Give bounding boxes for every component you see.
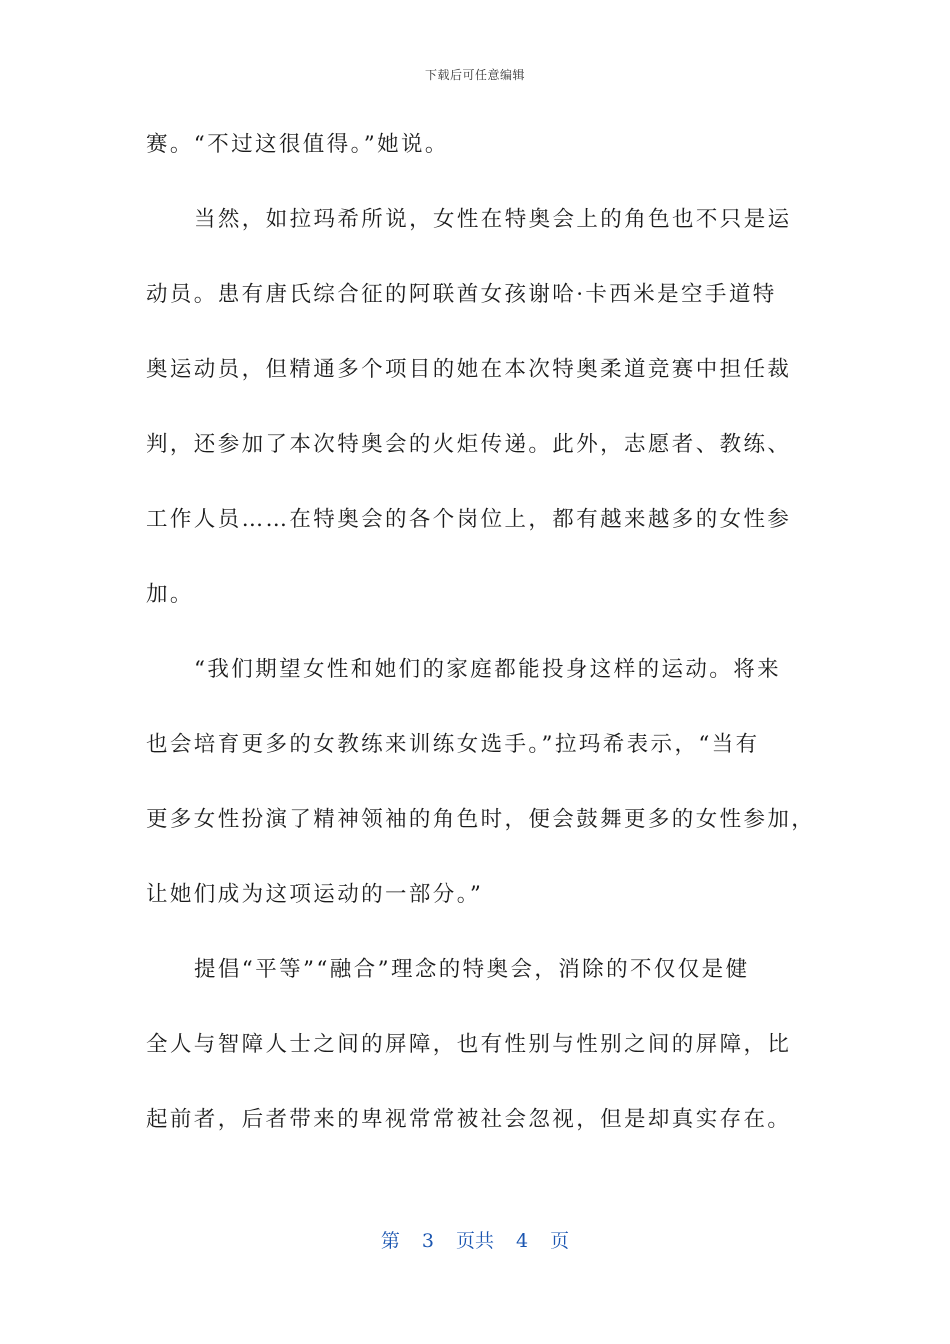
page-footer <box>0 1226 950 1253</box>
footer-prefix: 第 <box>380 1230 400 1252</box>
text-line: 当然，如拉玛希所说，女性在特奥会上的角色也不只是运 <box>194 207 792 232</box>
text-line: 让她们成为这项运动的一部分。” <box>146 882 484 907</box>
text-line: 起前者，后者带来的卑视常常被社会忽视，但是却真实存在。 <box>146 1107 792 1132</box>
footer-suffix: 页 <box>550 1230 570 1252</box>
text-line: 也会培育更多的女教练来训练女选手。”拉玛希表示，“当有 <box>146 732 760 757</box>
text-line: 更多女性扮演了精神领袖的角色时，便会鼓舞更多的女性参加， <box>146 807 816 832</box>
text-line: 赛。“不过这很值得。”她说。 <box>146 132 449 157</box>
text-line: 动员。患有唐氏综合征的阿联酋女孩谢哈·卡西米是空手道特 <box>146 282 777 307</box>
page-header-note: 下载后可任意编辑 <box>424 68 525 82</box>
total-pages-number: 4 <box>516 1230 529 1252</box>
current-page-number: 3 <box>421 1230 434 1252</box>
text-line: 工作人员……在特奥会的各个岗位上，都有越来越多的女性参 <box>146 507 792 532</box>
text-line: 提倡“平等”“融合”理念的特奥会，消除的不仅仅是健 <box>194 957 750 982</box>
text-line: 判，还参加了本次特奥会的火炬传递。此外，志愿者、教练、 <box>146 432 792 457</box>
text-line: 加。 <box>146 582 194 607</box>
text-line: 全人与智障人士之间的屏障，也有性别与性别之间的屏障，比 <box>146 1032 792 1057</box>
text-line: “我们期望女性和她们的家庭都能投身这样的运动。将来 <box>194 657 781 682</box>
footer-middle: 页共 <box>455 1230 494 1252</box>
text-line: 奥运动员，但精通多个项目的她在本次特奥柔道竞赛中担任裁 <box>146 357 792 382</box>
